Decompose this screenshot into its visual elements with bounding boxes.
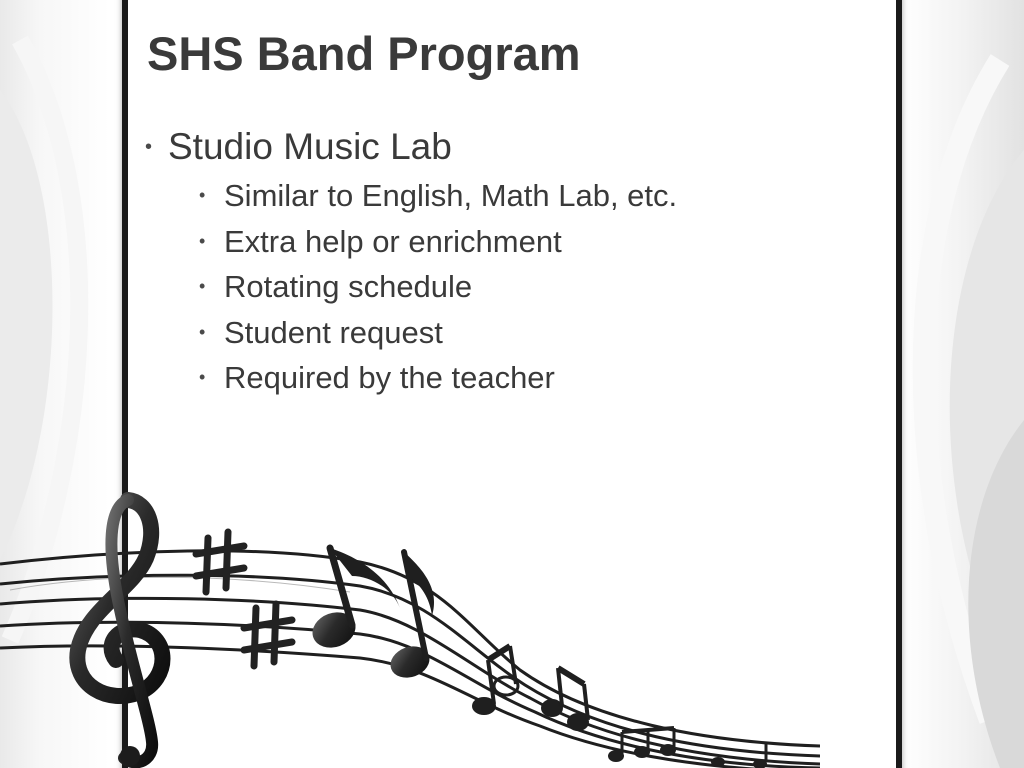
sub-bullet-item: [145, 219, 677, 265]
bullet-icon: •: [145, 136, 153, 158]
sub-bullet-item: [145, 264, 677, 310]
sub-bullet-item: [145, 355, 677, 401]
sub-bullet-text: Extra help or enrichment: [224, 223, 562, 259]
sub-bullet-text: Rotating schedule: [224, 269, 473, 304]
sub-bullet-icon: •: [199, 185, 206, 205]
sub-bullet-icon: •: [199, 367, 206, 387]
sub-bullet-text: Required by the teacher: [224, 360, 555, 395]
eighth-note-icon: [308, 548, 400, 653]
sub-bullet-list: [145, 173, 677, 401]
treble-clef-icon: [77, 500, 162, 766]
bullet-list: [145, 125, 677, 401]
sub-bullet-icon: •: [199, 230, 206, 251]
beamed-notes-icon: [472, 646, 518, 715]
music-staff-illustration: [0, 480, 820, 768]
sub-bullet-item: [145, 310, 677, 356]
sub-bullet-text: Similar to English, Math Lab, etc.: [224, 178, 678, 213]
sharp-icon: [196, 532, 244, 592]
sub-bullet-item: [145, 173, 677, 219]
sharp-icon: [244, 604, 292, 666]
slide-title: SHS Band Program: [147, 27, 581, 80]
sub-bullet-icon: •: [199, 321, 206, 342]
sub-bullet-icon: •: [199, 276, 206, 296]
bullet-item-studio-music-lab: [145, 125, 677, 169]
sub-bullet-text: Student request: [224, 314, 443, 350]
bullet-text: Studio Music Lab: [168, 126, 452, 167]
